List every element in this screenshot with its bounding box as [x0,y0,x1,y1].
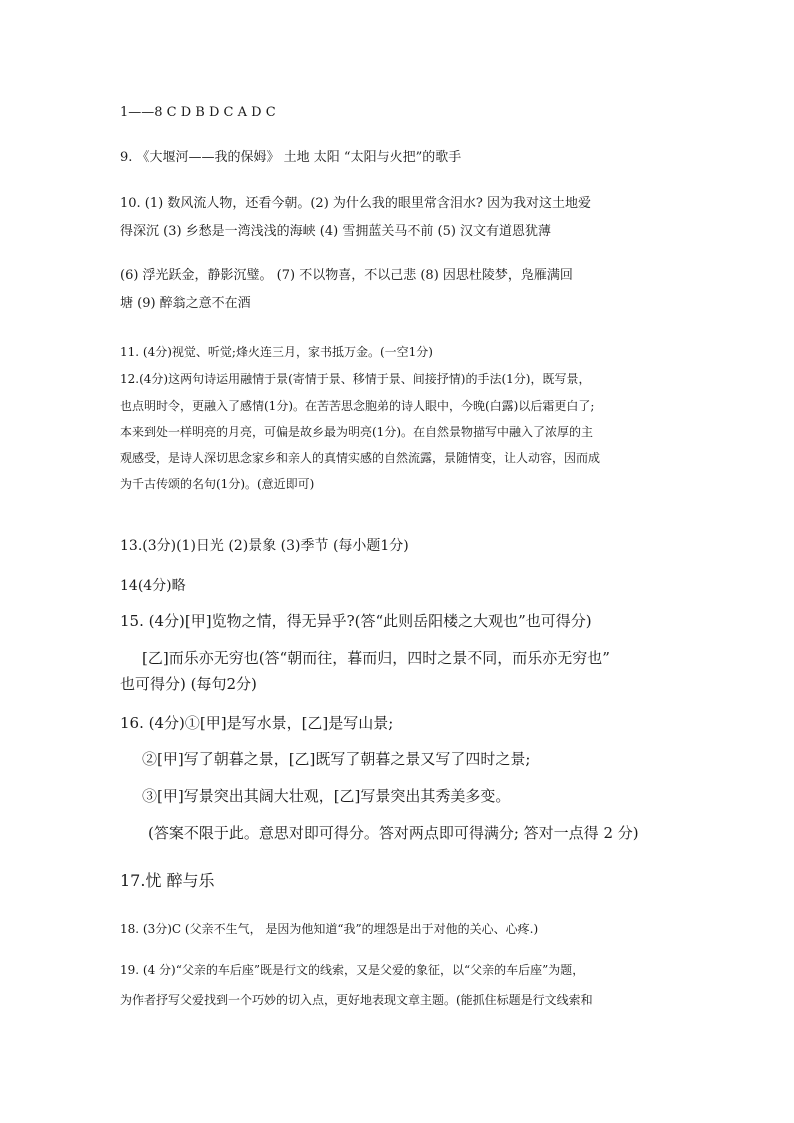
answer-line: 19. (4 分)“父亲的车后座”既是行文的线索，又是父爱的象征，以“父亲的车后座”为题， [120,963,585,977]
answer-line: 18. (3分)C (父亲不生气， 是因为他知道“我”的埋怨是出于对他的关心、心疼.) [120,922,539,936]
answer-line: 1——8 C D B D C A D C [120,105,276,120]
answer-line: 14(4分)略 [120,578,186,594]
answer-line: (6) 浮光跃金，静影沉璧。 (7) 不以物喜，不以己悲 (8) 因思杜陵梦，凫雁满回 [120,268,573,283]
answer-line: 也可得分) (每句2分) [120,675,257,693]
answer-line: 本来到处一样明亮的月亮，可偏是故乡最为明亮(1分)。在自然景物描写中融入了浓厚的主 [120,425,594,439]
answer-line: (答案不限于此。意思对即可得分。答对两点即可得满分; 答对一点得 2 分) [148,824,639,842]
answer-line: ②[甲]写了朝暮之景，[乙]既写了朝暮之景又写了四时之景; [142,750,531,768]
answer-line: [乙]而乐亦无穷也(答“朝而往，暮而归，四时之景不同，而乐亦无穷也” [142,649,610,667]
answer-line: 17.忧 醉与乐 [120,871,215,890]
answer-line: 13.(3分)(1)日光 (2)景象 (3)季节 (每小题1分) [120,538,409,554]
answer-line: 12.(4分)这两句诗运用融情于景(寄情于景、移情于景、间接抒情)的手法(1分)，既写景， [120,372,591,386]
answer-line: 10. (1) 数风流人物，还看今朝。(2) 为什么我的眼里常含泪水? 因为我对这土地爱 [120,196,592,211]
answer-line: 16. (4分)①[甲]是写水景，[乙]是写山景; [120,714,394,732]
answer-line: 9. 《大堰河——我的保姆》 土地 太阳 “太阳与火把”的歌手 [120,150,462,165]
answer-line: 观感受，是诗人深切思念家乡和亲人的真情实感的自然流露，景随情变，让人动容，因而成 [120,451,601,465]
answer-line: 塘 (9) 醉翁之意不在酒 [120,296,251,311]
answer-line: 也点明时令，更融入了感情(1分)。在苦苦思念胞弟的诗人眼中，今晚(白露)以后霜更白了; [120,399,595,413]
answer-line: 11. (4分)视觉、听觉;烽火连三月，家书抵万金。(一空1分) [120,345,433,359]
answer-line: 得深沉 (3) 乡愁是一湾浅浅的海峡 (4) 雪拥蓝关马不前 (5) 汉文有道恩犹薄 [120,224,552,239]
answer-line: 15. (4分)[甲]览物之情，得无异乎?(答“此则岳阳楼之大观也”也可得分) [120,612,592,630]
answer-line: ③[甲]写景突出其阔大壮观，[乙]写景突出其秀美多变。 [142,787,511,805]
answer-line: 为作者抒写父爱找到一个巧妙的切入点，更好地表现文章主题。(能抓住标题是行文线索和 [120,993,593,1007]
answer-line: 为千古传颂的名句(1分)。(意近即可) [120,477,315,491]
